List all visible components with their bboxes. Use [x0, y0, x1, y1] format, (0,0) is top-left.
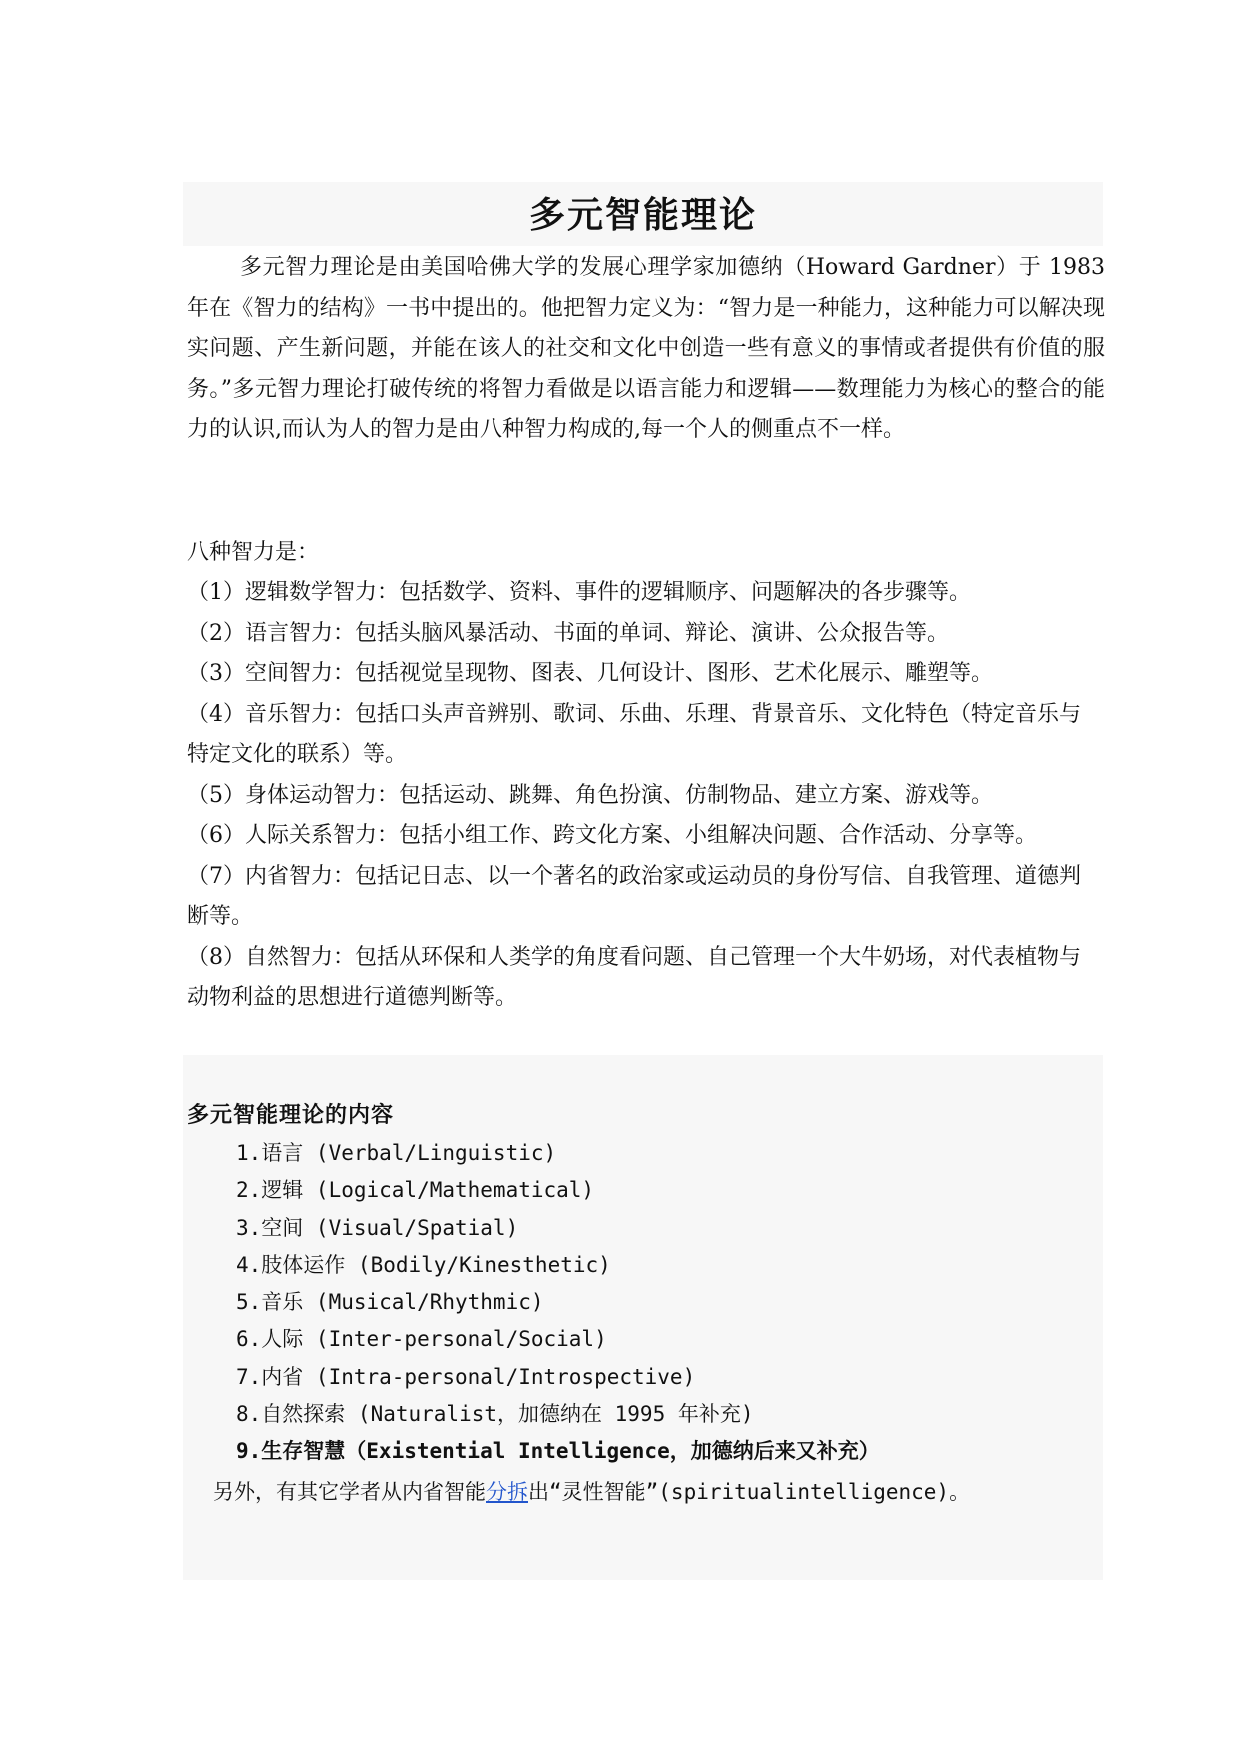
- intelligence-types-list: [236, 1135, 880, 1471]
- content-section-heading: 多元智能理论的内容: [187, 1103, 395, 1128]
- list-item: （6）人际关系智力：包括小组工作、跨文化方案、小组解决问题、合作活动、分享等。: [187, 823, 1037, 848]
- list-item: 7.内省 (Intra-personal/Introspective): [236, 1364, 696, 1389]
- list-item: （3）空间智力：包括视觉呈现物、图表、几何设计、图形、艺术化展示、雕塑等。: [187, 661, 993, 686]
- list-item: 5.音乐 (Musical/Rhythmic): [236, 1290, 544, 1315]
- list-item: 8.自然探索 (Naturalist，加德纳在 1995 年补充): [236, 1402, 754, 1427]
- list-item: 4.肢体运作 (Bodily/Kinesthetic): [236, 1252, 611, 1277]
- list-item: 3.空间 (Visual/Spatial): [236, 1215, 519, 1240]
- list-item: 1.语言 (Verbal/Linguistic): [236, 1141, 557, 1165]
- list-item: 6.人际 (Inter-personal/Social): [236, 1327, 607, 1352]
- list-item: （2）语言智力：包括头脑风暴活动、书面的单词、辩论、演讲、公众报告等。: [187, 620, 949, 646]
- note-text-before: 另外，有其它学者从内省智能: [213, 1480, 486, 1504]
- note-text-after: 出“灵性智能”(spiritualintelligence)。: [528, 1480, 971, 1504]
- list-item: 9.生存智慧（Existential Intelligence，加德纳后来又补充）: [236, 1439, 880, 1464]
- spiritual-intelligence-note: [213, 1472, 970, 1512]
- list-item: （7）内省智力：包括记日志、以一个著名的政治家或运动员的身份写信、自我管理、道德判断等。: [187, 863, 1082, 929]
- intro-text: 多元智力理论是由美国哈佛大学的发展心理学家加德纳（Howard Gardner）于 1983 年在《智力的结构》一书中提出的。他把智力定义为：“智力是一种能力，这种能力可以解决现实问题、产生新问题，并能在该人的社交和文化中创造一些有意义的事情或者提供有价值的服务。”多元智力理论打破传统的将智力看做是以语言能力和逻辑——数理能力为核心的整合的能力的认识,而认为人的智力是由八种智力构成的,每一个人的侧重点不一样。: [187, 255, 1105, 442]
- split-link[interactable]: 分拆: [486, 1480, 528, 1504]
- list-item: 2.逻辑 (Logical/Mathematical): [236, 1178, 595, 1203]
- list-item: （8）自然智力：包括从环保和人类学的角度看问题、自己管理一个大牛奶场，对代表植物与动物利益的思想进行道德判断等。: [187, 944, 1082, 1010]
- intro-paragraph: [187, 248, 1105, 451]
- page-title: 多元智能理论: [528, 195, 757, 236]
- list-item: （1）逻辑数学智力：包括数学、资料、事件的逻辑顺序、问题解决的各步骤等。: [187, 580, 971, 605]
- eight-intelligences-heading: 八种智力是：: [187, 540, 320, 565]
- list-item: （5）身体运动智力：包括运动、跳舞、角色扮演、仿制物品、建立方案、游戏等。: [187, 782, 993, 808]
- eight-intelligences-list: [187, 573, 1097, 1019]
- list-item: （4）音乐智力：包括口头声音辨别、歌词、乐曲、乐理、背景音乐、文化特色（特定音乐与特定文化的联系）等。: [187, 701, 1082, 767]
